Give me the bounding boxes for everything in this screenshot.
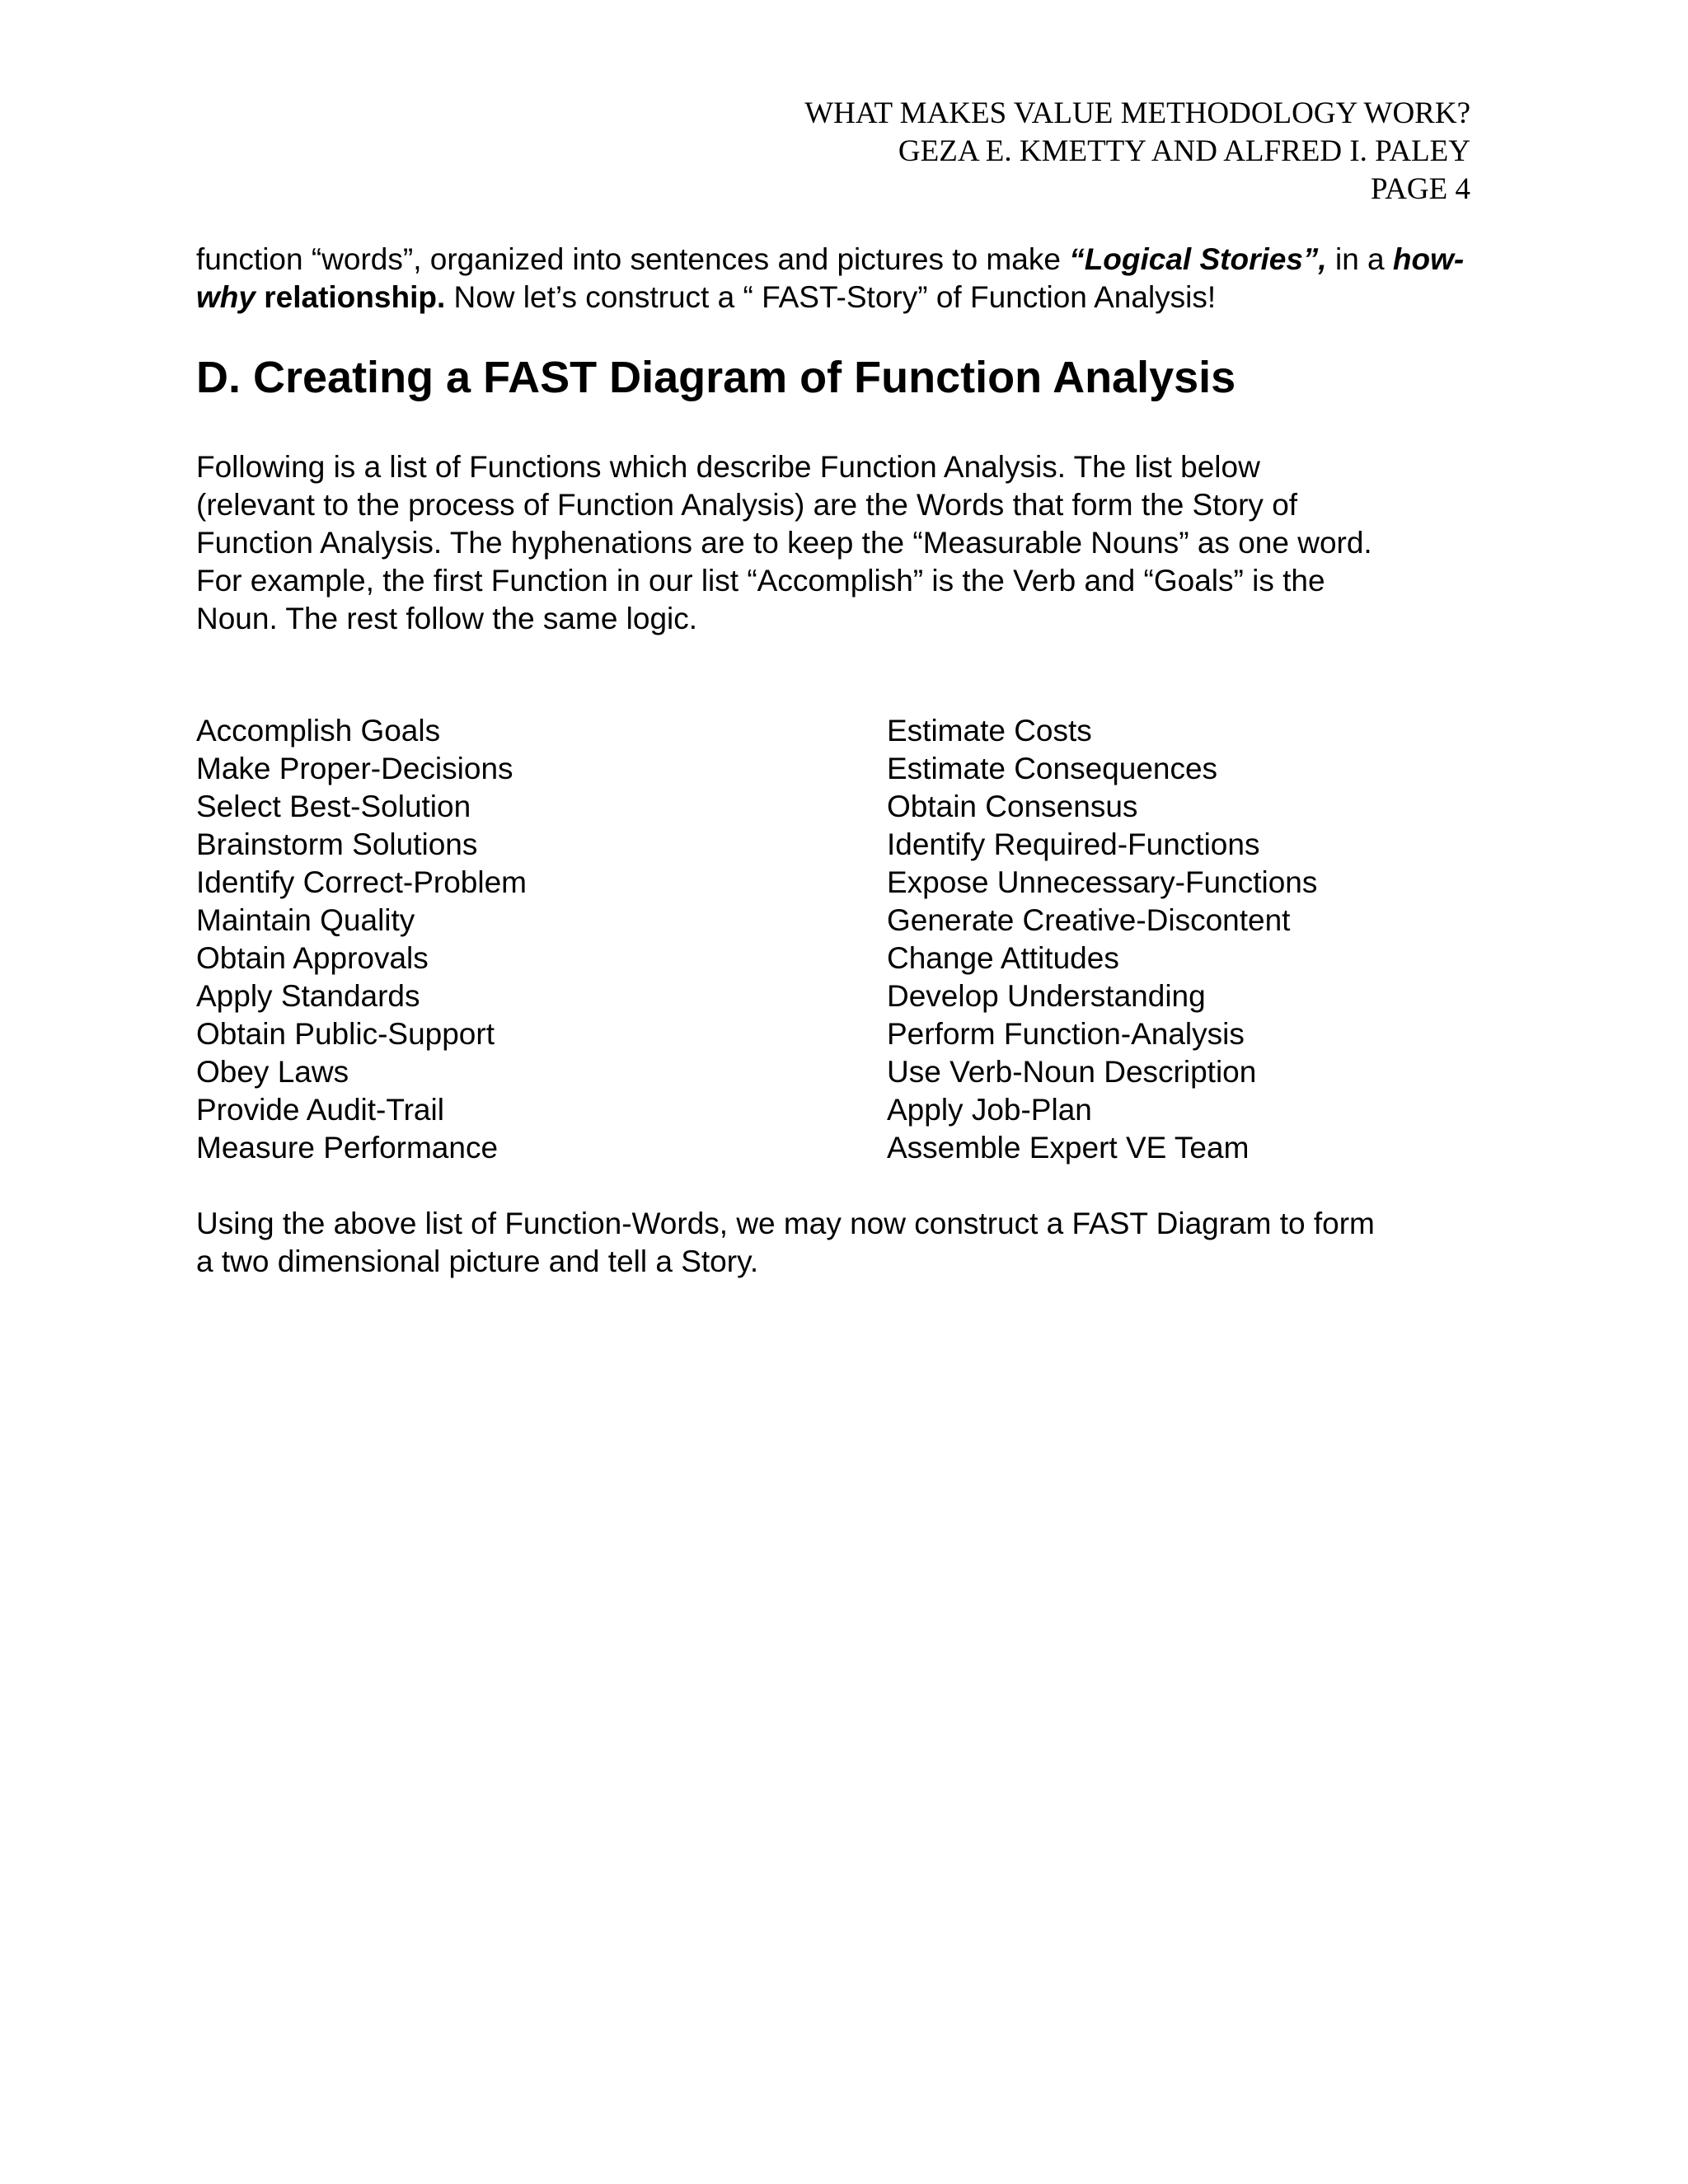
function-item: Obtain Approvals (196, 941, 429, 975)
running-header (804, 95, 1470, 209)
function-item: Change Attitudes (887, 941, 1119, 975)
closing-line: Using the above list of Function-Words, we may now construct a FAST Diagram to form (196, 1207, 1375, 1240)
function-item: Estimate Consequences (887, 752, 1218, 785)
header-page-number: PAGE 4 (1371, 172, 1470, 206)
function-item: Make Proper-Decisions (196, 752, 513, 785)
function-item: Measure Performance (196, 1131, 499, 1165)
opening-emphasis-logical-stories: “Logical Stories”, (1069, 242, 1327, 276)
intro-line: Function Analysis. The hyphenations are to keep the “Measurable Nouns” as one word. (196, 526, 1372, 560)
function-item: Provide Audit-Trail (196, 1093, 444, 1127)
function-item: Obtain Public-Support (196, 1017, 495, 1051)
function-item: Identify Correct-Problem (196, 865, 527, 899)
function-item: Expose Unnecessary-Functions (887, 865, 1318, 899)
intro-line: Noun. The rest follow the same logic. (196, 602, 698, 635)
function-item: Apply Standards (196, 979, 420, 1013)
opening-emphasis-how-why: how-why (196, 242, 1465, 314)
intro-paragraph (196, 448, 1482, 638)
section-heading: D. Creating a FAST Diagram of Function Analysis (196, 353, 1236, 402)
opening-text-2: in a (1326, 242, 1393, 276)
intro-line: Following is a list of Functions which describe Function Analysis. The list below (196, 450, 1260, 484)
function-list (196, 712, 1482, 1167)
function-item: Generate Creative-Discontent (887, 903, 1291, 937)
function-item: Obey Laws (196, 1055, 349, 1089)
function-item: Identify Required-Functions (887, 827, 1260, 861)
function-item: Apply Job-Plan (887, 1093, 1092, 1127)
function-item: Estimate Costs (887, 714, 1092, 748)
function-item: Develop Understanding (887, 979, 1206, 1013)
opening-text-1: function “words”, organized into sentences and pictures to make (196, 242, 1070, 276)
header-title: WHAT MAKES VALUE METHODOLOGY WORK? (804, 96, 1470, 130)
function-item: Use Verb-Noun Description (887, 1055, 1257, 1089)
opening-text-3: Now let’s construct a “ FAST-Story” of Function Analysis! (445, 280, 1217, 314)
function-item: Accomplish Goals (196, 714, 441, 748)
closing-paragraph (196, 1205, 1482, 1281)
function-item: Obtain Consensus (887, 790, 1138, 823)
opening-paragraph (196, 241, 1482, 316)
opening-bold-relationship: relationship. (255, 280, 446, 314)
closing-line: a two dimensional picture and tell a Story. (196, 1244, 759, 1278)
function-item: Perform Function-Analysis (887, 1017, 1245, 1051)
header-authors: GEZA E. KMETTY AND ALFRED I. PALEY (898, 134, 1470, 168)
function-list-left-column (196, 712, 887, 1167)
function-item: Select Best-Solution (196, 790, 471, 823)
function-item: Brainstorm Solutions (196, 827, 478, 861)
intro-line: (relevant to the process of Function Analysis) are the Words that form the Story of (196, 488, 1298, 522)
function-item: Assemble Expert VE Team (887, 1131, 1250, 1165)
function-list-right-column (887, 712, 1317, 1167)
function-item: Maintain Quality (196, 903, 415, 937)
page-content (196, 241, 1482, 1281)
intro-line: For example, the first Function in our list “Accomplish” is the Verb and “Goals” is the (196, 564, 1325, 598)
